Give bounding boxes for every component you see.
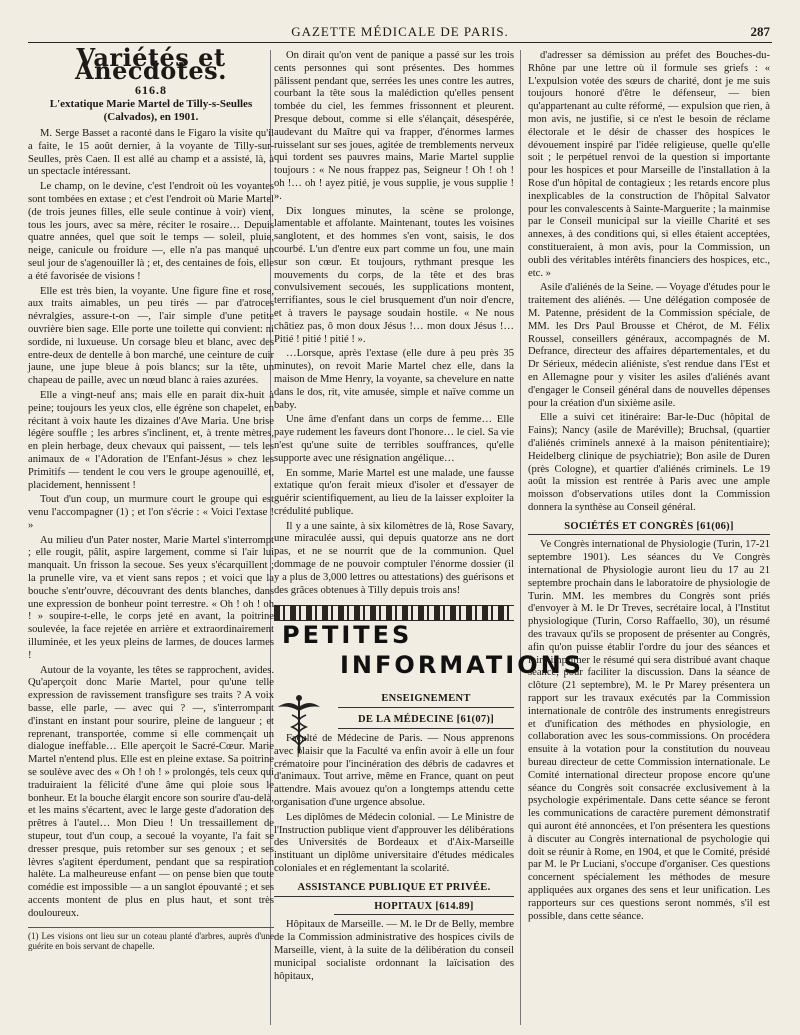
section-heading: DE LA MÉDECINE [61(07)] — [338, 714, 514, 729]
paragraph: Asile d'aliénés de la Seine. — Voyage d'études pour le traitement des aliénés. — Une délégation composée de M. Patenne, président de la Commission spéciale, de MM. les Drs Paul Brousse et Chérot, de M. Félix Roussel, conseillers généraux, accompagnés de M. Defrance, directeur des affaires départementales, et du Dr Sérieux, médecin aliéniste, s'est rendue dans l'Est et en Allemagne pour y visiter les asiles d'aliénés avant d'engager le Conseil général dans de nouvelles dépenses pour la création d'un sixième asile. — [528, 282, 770, 409]
section-heading: SOCIÉTÉS ET CONGRÈS [61(06)] — [528, 521, 770, 536]
column-1 — [28, 43, 274, 952]
paragraph: Au milieu d'un Pater noster, Marie Martel s'interrompt ; elle rougit, pâlit, aspire largement, comme si l'air lui manquait. Un frisson la secoue. Ses yeux s'écarquillent ; la prunelle vire, va et vient sans repos ; et voici que la bouche s'entr'ouvre, découvrant des dents blanches, dans une expression de bonheur point terrestre. « Oh ! oh ! oh ! » soupire-t-elle, le corps jeté en avant, la poitrine soulevée, la face rejetée en arrière et extraordinairement illuminée, et les yeux pleins de larmes, de douces larmes ! — [28, 534, 274, 661]
column-divider — [520, 50, 521, 1025]
article-title: L'extatique Marie Martel de Tilly-s-Seulles (Calvados), en 1901. — [49, 98, 253, 124]
paragraph: M. Serge Basset a raconté dans le Figaro la visite qu'il a faite, le 15 août dernier, à la voyante de Tilly-sur-Seulles, près Caen. Il est allé au champ et a assisté, là, à un spectacle intéressant. — [28, 127, 274, 178]
paragraph: On dirait qu'on vent de panique a passé sur les trois cents personnes qui sont présentes. Des hommes pâlissent pendant que, serrées les unes contre les autres, courbant la tête sous la malédiction qu'elles pensent tombée du ciel, les femmes frissonnent et pleurent. Presque debout, comme si elle s'élançait, désespérée, audevant du Maître qui va frapper, d'énormes larmes ruisselant sur ses joues, agitée de tremblements nerveux qui tordent ses pauvres mains, Marie Martel supplie toujours : « Ne nous frappez pas, Seigneur ! Oh ! oh ! oh !… oh ! ayez pitié, je vous supplie, je vous supplie ! ». — [274, 50, 514, 202]
paragraph: Ve Congrès international de Physiologie (Turin, 17-21 septembre 1901). Les séances du Ve Congrès international de Physiologie auront lieu du 17 au 21 septembre prochain dans le laboratoire de physiologie de Turin. MM. les membres du Congrès sont priés d'envoyer à M. le Dr Treves, secrétaire local, à l'Institut physiologique (Turin, Corso Raffaello, 30), un résumé des travaux qu'ils se proposent de présenter au Congrès, afin qu'on puisse établir l'ordre du jour des séances et faire imprimer le résumé qui sera distribué avant chaque séance, pour faciliter la discussion. Dans la séance de clôture (21 septembre), M. le Pr Marey présentera un rapport sur les travaux exécutés par la Commission internationale de contrôle des instruments enregistreurs et d'unification des méthodes en physiologie, en collaboration avec les sous-commissions. On procédera ensuite à la votation pour la constitution du nouveau bureau directeur de cette Commission internationale. Le Comité international directeur propose encore qu'une séance du Congrès soit consacrée exclusivement à la psychologie expérimentale. Dans cette séance se feront les communications de caractère purement démonstratif qui auront été annoncées, et l'on présentera les questions à discuter au Congrès international de psychologie qui doit se réunir à Rome, en 1904, et que le Comité, présidé par M. le Pr Luciani, s'occupe d'organiser. Ces questions concernent spécialement les méthodes de mesure appliquées aux organes des sens et leur unification. Les rapporteurs sur ces questions seront nommés, s'il est possible, dans cette séance. — [528, 539, 770, 922]
paragraph: Le champ, on le devine, c'est l'endroit où les voyantes sont tombées en extase ; et c'est l'endroit où Marie Martel (de trois jeunes filles, elle seule continue à voir) vient, tous les jours, avec sa mère, réciter le rosaire… Depuis quatre années, quel que soit le temps — soleil, pluie, neige, canicule ou froidure —, elle n'a pas manqué un seul jour de s'agenouiller là ; et, des centaines de fois, elle a été favorisée de visions ! — [28, 181, 274, 282]
classification-code: 616.8 — [135, 82, 167, 97]
banner-line-2: INFORMATIONS — [340, 651, 584, 680]
paragraph: Elle a suivi cet itinéraire: Bar-le-Duc (hôpital de Fains); Nancy (asile de Maréville); Bruchsal, (quartier d'aliénés criminels annexé à la maison pénitentiaire); Heidelberg clinique de psychiatrie); Bon asile de Duren (près Cologne), et quartier d'aliénés criminels. Le 19 août la mission est rentrée à Paris avec une ample moisson d'observations utiles dont la Commission donnera la synthèse au Conseil général. — [528, 412, 770, 513]
journal-title: GAZETTE MÉDICALE DE PARIS. — [291, 24, 509, 39]
banner-line-1: PETITES — [282, 621, 413, 650]
petites-informations-banner — [274, 621, 584, 691]
paragraph: En somme, Marie Martel est une malade, une fausse extatique qu'on ferait mieux d'isoler et d'essayer de guérir scientifiquement, au lieu de la laisser exploiter la crédulité publique. — [274, 467, 514, 517]
paragraph: Autour de la voyante, les têtes se rapprochent, avides. Qu'aperçoit donc Marie Martel, pour qu'une telle expression de ravissement transfigure ses traits ? A voix basse, elle parle, — avec qui ? —, s'interrompant d'instant en instant pour sourire, pleine de langueur ; et reprenant, transportée, comme si elle commençait un dialogue ineffable… Elle aperçoit le Sacré-Cœur. Marie Martel n'entend plus. Elle est en pleine extase. Sa poitrine se soulève avec des « Oh ! oh ! » prolongés, tels ceux qui traduiraient la félicité d'une âme qui ploie sous le bonheur. Et la bouche élargit encore son sourire d'au-delà, et les mains s'écartent, avec le large geste d'adoration des prêtres à l'autel… Mon Dieu ! Un tressaillement de stupeur, tout d'un coup, a secoué la voyante, l'a fait se dresser presque, puis retomber sur ses genoux ; et ses lèvres s'agitent éperdument, pendant que sa respiration halète. La malheureuse enfant — on pense bien que toute comédie est impossible — a un sanglot épouvanté ; et ses accents montent de plus en plus haut, et sont très douloureux. — [28, 664, 274, 919]
page-number: 287 — [750, 24, 770, 39]
paragraph: Les diplômes de Médecin colonial. — Le Ministre de l'Instruction publique vient d'approuver les délibérations des Universités de Bordeaux et d'Aix-Marseille instituant un diplôme universitaire d'études médicales coloniales et en réglementant la scolarité. — [274, 811, 514, 875]
section-heading: HOPITAUX [614.89] — [334, 901, 514, 916]
caduceus-icon — [274, 693, 324, 755]
section-heading: ENSEIGNEMENT — [338, 693, 514, 708]
paragraph: Hôpitaux de Marseille. — M. le Dr de Belly, membre de la Commission administrative des hospices civils de Marseille, vient, à la suite de la délibération du conseil municipal socialiste ordonnant la laïcisation des hôpitaux, — [274, 919, 514, 982]
paragraph: Elle a vingt-neuf ans; mais elle en parait dix-huit à peine; toujours les yeux clos, elle égrène son chapelet, en récitant à voix haute les dizaines d'Ave Maria. Une brise légère souffle ; les arbres s'inclinent, et, à trente mètres, en plein herbage, deux chevaux qui paissent, — tels les animaux de « l'Adoration de l'Enfant-Jésus » chez les Primitifs — tendent le cou vers le groupe agenouillé, et, placidement, hennissent ! — [28, 389, 274, 491]
paragraph: Faculté de Médecine de Paris. — Nous apprenons avec plaisir que la Faculté va enfin avoir à elle un four crématoire pour l'incinération des débris de cadavres et d'animaux. Tout arrive, même en France, quant on peut attendre. Mais avouez qu'on a longtemps attendu cette organisation d'une urgence absolue. — [274, 733, 514, 809]
paragraph: …Lorsque, après l'extase (elle dure à peu près 35 minutes), on revoit Marie Martel chez elle, dans la maison de Mme Henry, la voyante, sa chevelure en natte dans le dos, rit, vite amusée, simple et naïve comme un baby. — [274, 348, 514, 411]
section-title: Variétés et Anecdotes. — [75, 43, 227, 85]
paragraph: Elle est très bien, la voyante. Une figure fine et rose, aux traits aimables, un peu tirés — par d'atroces névralgies, assure-t-on —, l'air simple d'une petite ouvrière bien sage. Elle porte une toilette qui convient: ni sordide, ni luxueuse. Un corsage bleu et blanc, avec des entre-deux de dentelle à bon marché, une ceinture de cuir jaune, une jupe bleue à pois blancs; sur la tête, un chapeau de paille, avec un nœud blanc à raies azurées. — [28, 285, 274, 387]
column-3 — [528, 50, 770, 925]
decorative-border — [274, 605, 514, 621]
paragraph: Il y a une sainte, à six kilomètres de là, Rose Savary, une miraculée aussi, qui depuis quatorze ans ne dort pas, et ne se nourrit que de la communion. Quel dommage de ne pouvoir comptuler l'énorme dossier (il y a plus de 3,000 lettres ou attestations) des guérisons et des grâces obtenues à Tilly depuis trois ans! — [274, 520, 514, 596]
paragraph: Une âme d'enfant dans un corps de femme… Elle paye rudement les faveurs dont l'honore… le ciel. Sa vie n'est qu'une suite de terribles souffrances, qu'elle supporte avec une résignation angélique… — [274, 414, 514, 464]
section-heading: ASSISTANCE PUBLIQUE ET PRIVÉE. — [274, 882, 514, 897]
paragraph: d'adresser sa démission au préfet des Bouches-du-Rhône par une lettre où il formule ses griefs : « L'expulsion votée des sœurs de charité, dont je me suis toujours honoré d'être le défenseur, — bien qu'appartenant au culte réformé, — expulsion que rien, à mon avis, ne justifie, si ce n'est le besoin de réclame électorale et le désir de chasser des hospices le dévouement inspiré par l'idée religieuse, quelle qu'elle soit ; le perpétuel renvoi de la question si importante pour les hospices et pour Marseille de l'installation à la Rose d'un hôpital de contagieux ; les retards encore plus inexplicables de la construction de l'hôpital Salvator pour les convalescents à Sainte-Marguerite ; la mainmise par le Conseil municipal sur la vieille Charité et ses annexes, à des conditions qui, si elles étaient acceptées, constitueraient, à mon avis, pour la Commission, un oubli des véritables intérêts financiers des hospices, etc., etc. » — [528, 50, 770, 279]
paragraph: Dix longues minutes, la scène se prolonge, lamentable et affolante. Maintenant, toutes les voisines sanglotent, et des hommes s'en vont, saisis, le dos courbé. L'un d'entre eux part comme un fou, une main sur son cœur. Et toujours, rythmant presque les mouvements du corps, de la tête et des bras convulsivement secoués, les supplications montent, terrifiantes, sous le ciel brusquement d'un noir d'encre, et à travers le paysage soudain hostile. « Ne nous châtiez pas, ô mon doux Jésus !… mon doux Jésus !… Pitié ! pitié ! pitié ! ». — [274, 205, 514, 345]
paragraph: Tout d'un coup, un murmure court le groupe qui est venu l'accompagner (1) ; et l'on s'écrie : « Voici l'extase ! » — [28, 494, 274, 531]
running-header — [28, 22, 772, 43]
footnote: (1) Les visions ont lieu sur un coteau planté d'arbres, auprès d'une guérite en bois servant de chapelle. — [28, 927, 274, 952]
column-2 — [274, 50, 584, 985]
